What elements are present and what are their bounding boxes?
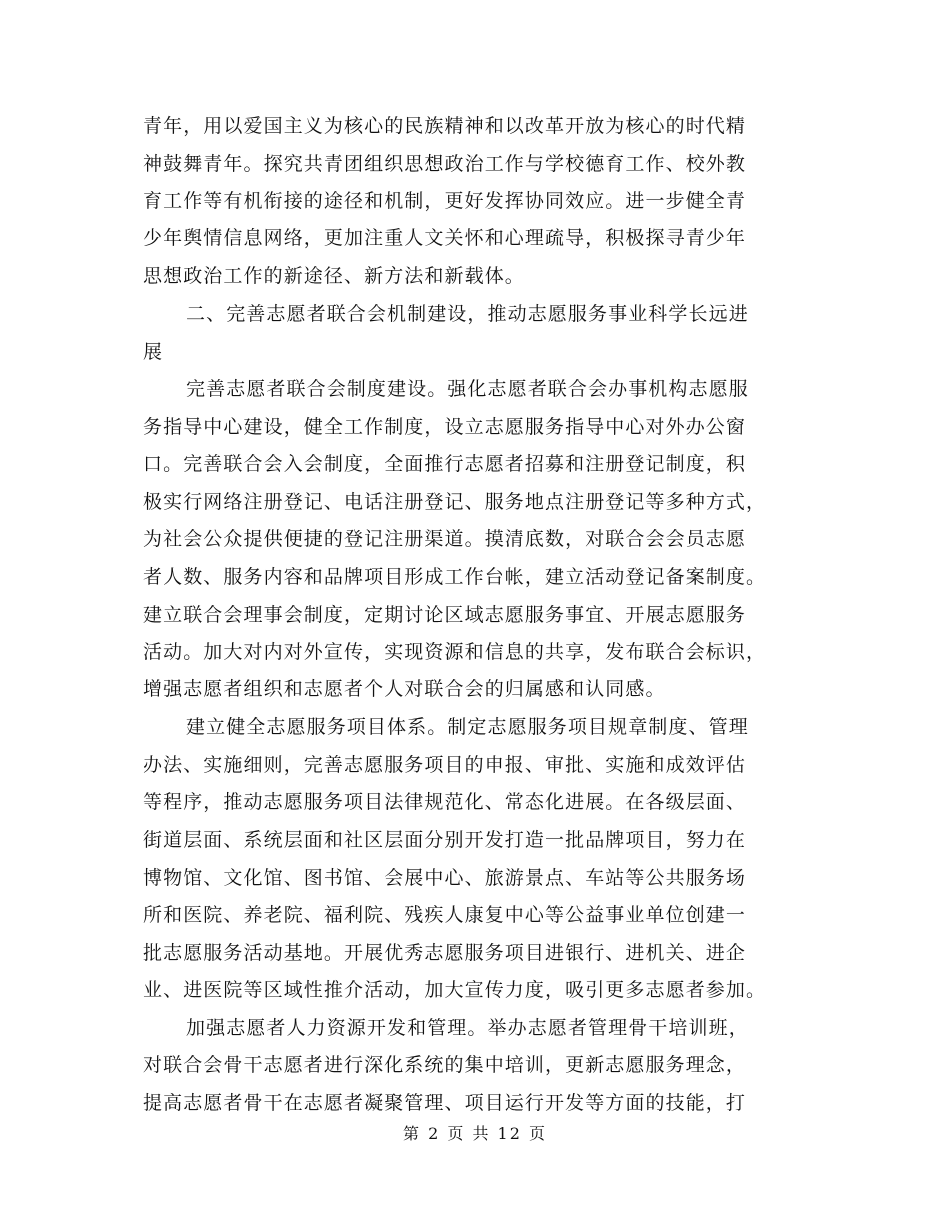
page-number-footer: 第 2 页 共 12 页 — [403, 1124, 547, 1143]
section-heading: 二、完善志愿者联合会机制建设，推动志愿服务事业科学长远进 — [186, 303, 749, 325]
text-line: 者人数、服务内容和品牌项目形成工作台帐，建立活动登记备案制度。 — [143, 566, 767, 588]
text-line: 增强志愿者组织和志愿者个人对联合会的归属感和认同感。 — [143, 678, 666, 700]
text-line: 育工作等有机衔接的途径和机制，更好发挥协同效应。进一步健全青 — [143, 190, 747, 212]
text-line: 活动。加大对内对外宣传，实现资源和信息的共享，发布联合会标识， — [143, 641, 767, 663]
paragraph-first-line: 加强志愿者人力资源开发和管理。举办志愿者管理骨干培训班， — [186, 1017, 749, 1039]
text-line: 务指导中心建设，健全工作制度，设立志愿服务指导中心对外办公窗 — [143, 416, 747, 438]
text-line: 神鼓舞青年。探究共青团组织思想政治工作与学校德育工作、校外教 — [143, 153, 747, 175]
text-line: 为社会公众提供便捷的登记注册渠道。摸清底数，对联合会会员志愿 — [143, 528, 747, 550]
text-line: 等程序，推动志愿服务项目法律规范化、常态化进展。在各级层面、 — [143, 791, 747, 813]
text-line: 博物馆、文化馆、图书馆、会展中心、旅游景点、车站等公共服务场 — [143, 867, 747, 889]
text-line: 青年，用以爱国主义为核心的民族精神和以改革开放为核心的时代精 — [143, 115, 747, 137]
text-line: 建立联合会理事会制度，定期讨论区域志愿服务事宜、开展志愿服务 — [143, 604, 747, 626]
text-line: 提高志愿者骨干在志愿者凝聚管理、项目运行开发等方面的技能，打 — [143, 1092, 747, 1114]
text-line: 极实行网络注册登记、电话注册登记、服务地点注册登记等多种方式， — [143, 491, 767, 513]
text-line: 所和医院、养老院、福利院、残疾人康复中心等公益事业单位创建一 — [143, 904, 747, 926]
text-line: 思想政治工作的新途径、新方法和新载体。 — [143, 265, 525, 287]
section-heading-continuation: 展 — [143, 341, 164, 363]
text-line: 对联合会骨干志愿者进行深化系统的集中培训，更新志愿服务理念， — [143, 1054, 747, 1076]
text-line: 批志愿服务活动基地。开展优秀志愿服务项目进银行、进机关、进企 — [143, 942, 747, 964]
text-line: 少年舆情信息网络，更加注重人文关怀和心理疏导，积极探寻青少年 — [143, 227, 747, 249]
text-line: 街道层面、系统层面和社区层面分别开发打造一批品牌项目，努力在 — [143, 829, 747, 851]
paragraph-first-line: 完善志愿者联合会制度建设。强化志愿者联合会办事机构志愿服 — [186, 378, 749, 400]
text-line: 业、进医院等区域性推介活动，加大宣传力度，吸引更多志愿者参加。 — [143, 979, 767, 1001]
text-line: 口。完善联合会入会制度，全面推行志愿者招募和注册登记制度，积 — [143, 453, 747, 475]
text-line: 办法、实施细则，完善志愿服务项目的申报、审批、实施和成效评估 — [143, 754, 747, 776]
paragraph-first-line: 建立健全志愿服务项目体系。制定志愿服务项目规章制度、管理 — [186, 716, 749, 738]
